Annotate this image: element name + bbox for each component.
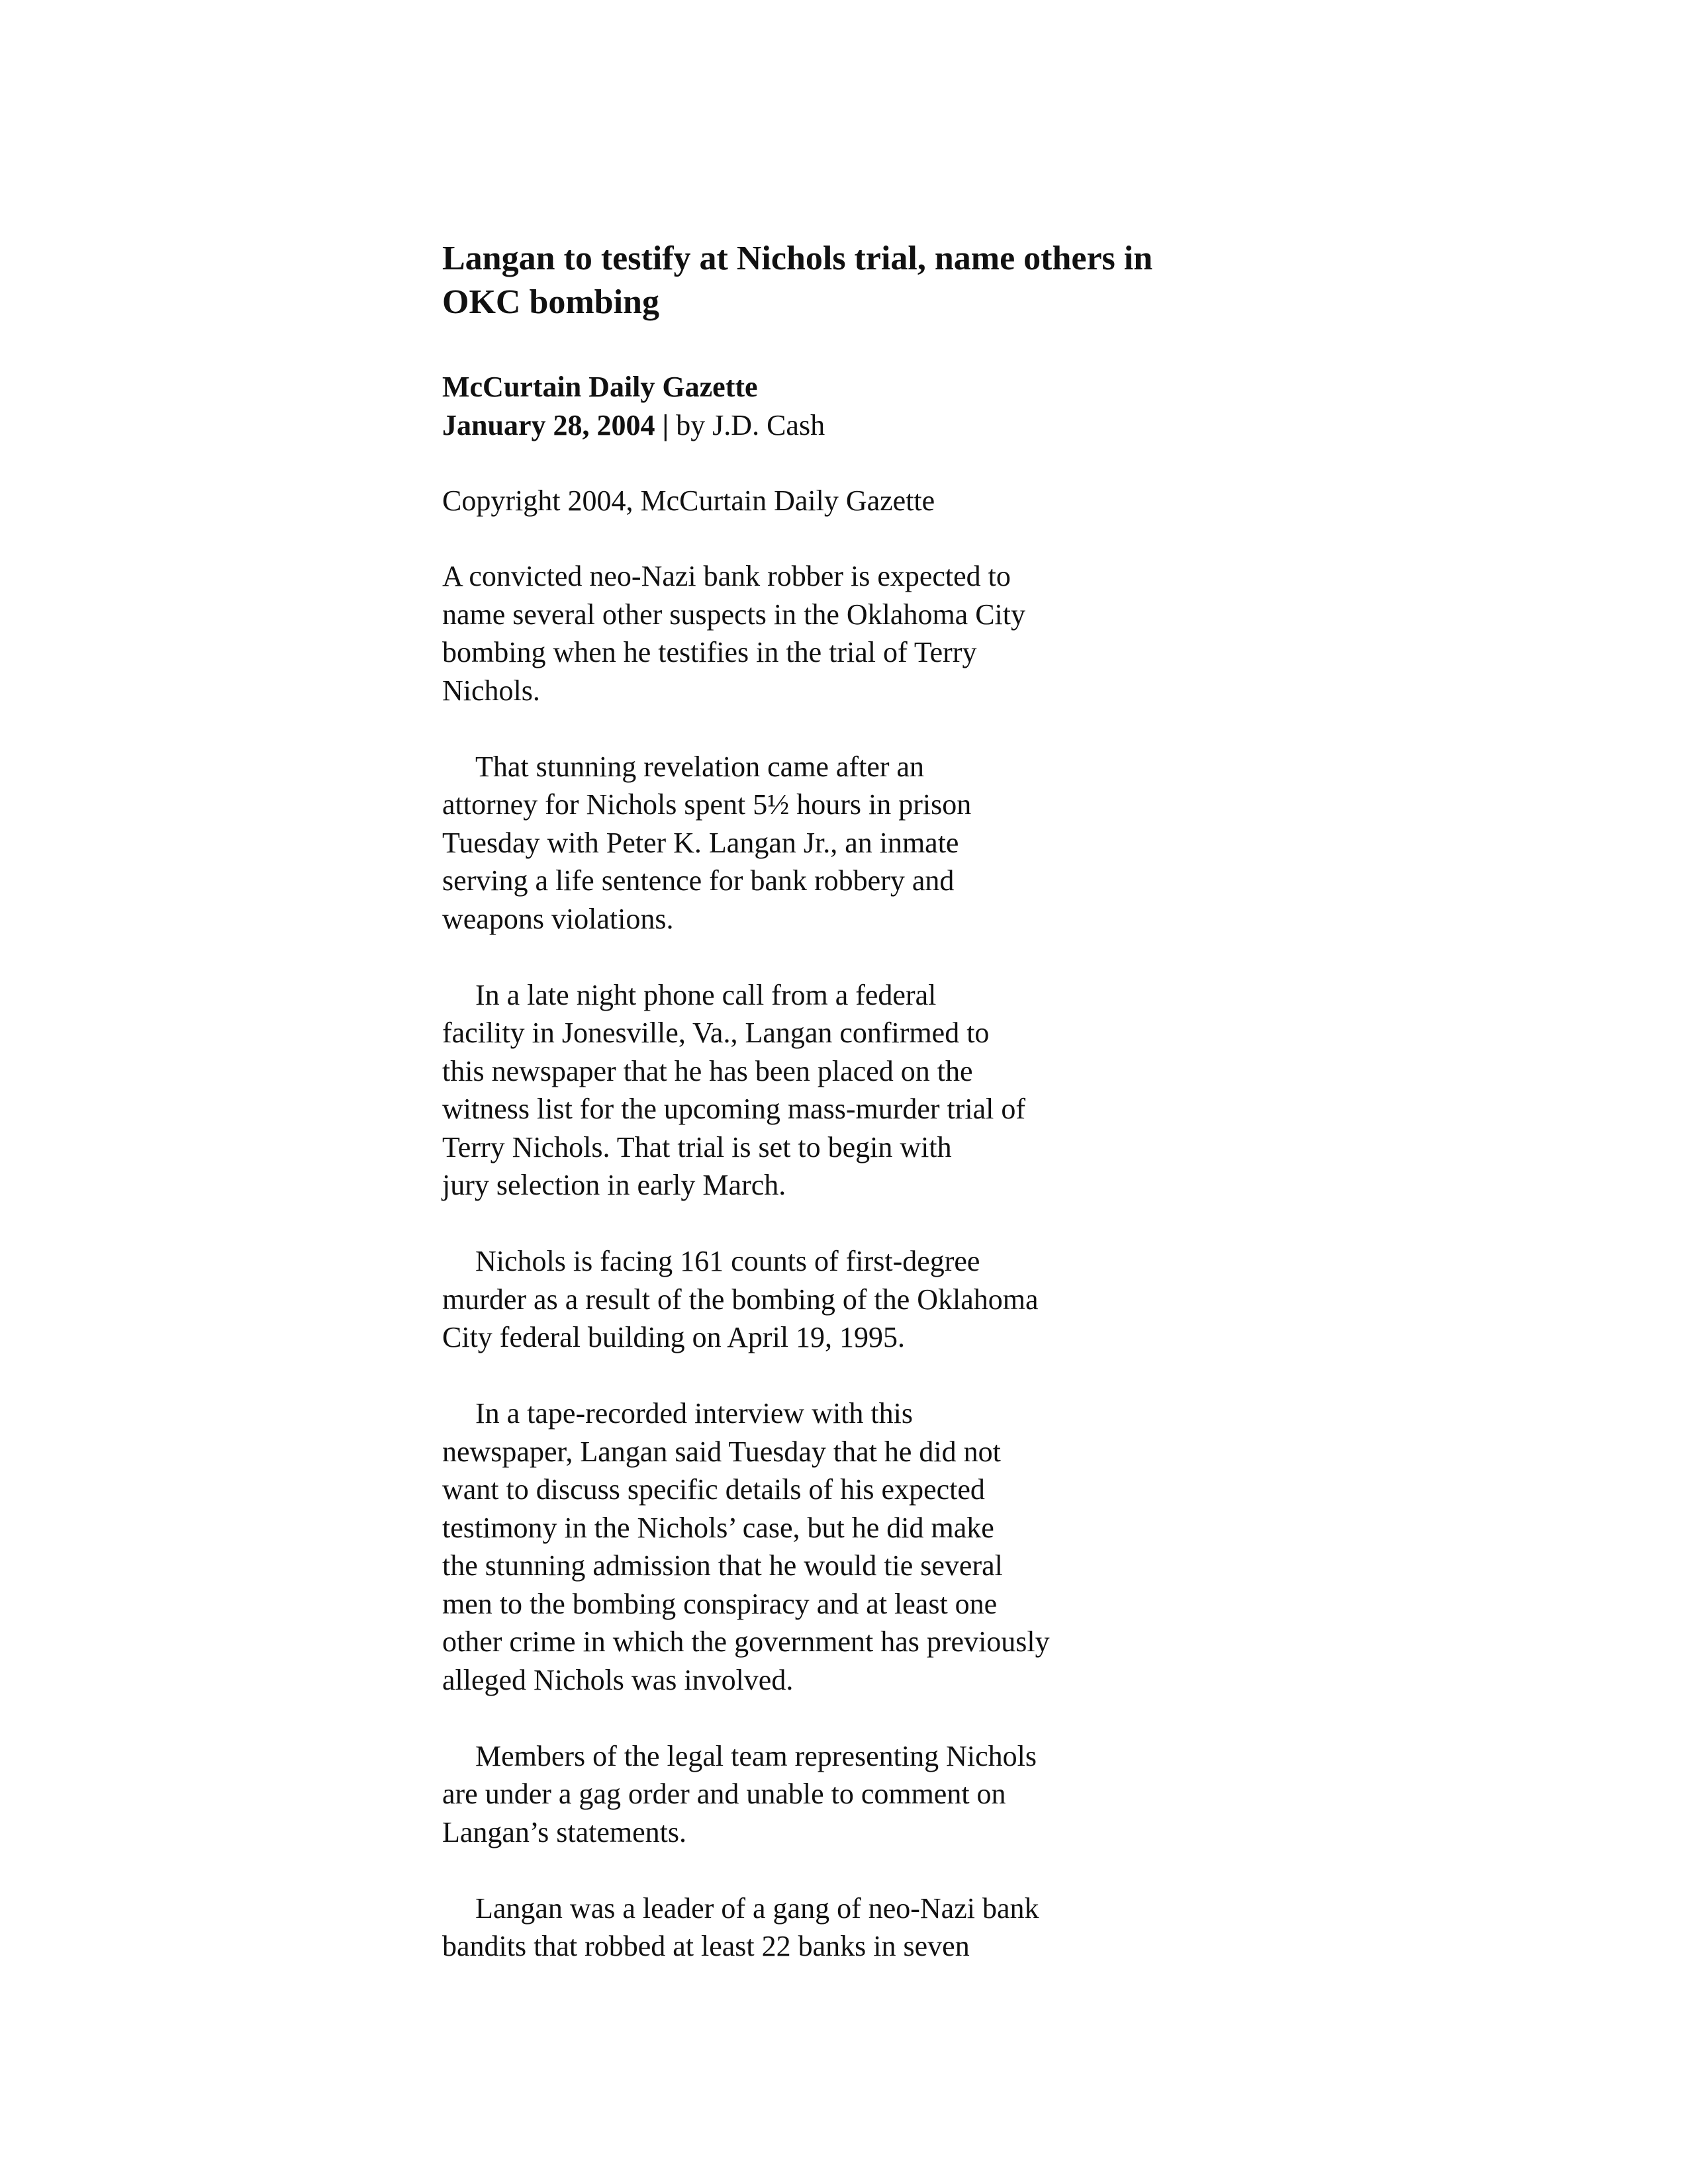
paragraph-line: jury selection in early March. xyxy=(442,1169,786,1201)
paragraph xyxy=(442,557,1144,709)
paragraph-line: newspaper, Langan said Tuesday that he did not xyxy=(442,1435,1001,1468)
paragraph xyxy=(442,976,1144,1205)
paragraph-line: Terry Nichols. That trial is set to begin with xyxy=(442,1130,952,1163)
paragraph-line: Nichols is facing 161 counts of first-degree xyxy=(475,1245,980,1277)
paragraph-line: men to the bombing conspiracy and at least one xyxy=(442,1587,998,1620)
paragraph-line: other crime in which the government has previously xyxy=(442,1625,1050,1658)
paragraph-line: serving a life sentence for bank robbery and xyxy=(442,864,955,897)
paragraph-line: alleged Nichols was involved. xyxy=(442,1663,794,1696)
article-meta xyxy=(442,368,1276,445)
headline-line: Langan to testify at Nichols trial, name others in xyxy=(442,240,1153,277)
paragraph xyxy=(442,748,1144,938)
paragraph-line: want to discuss specific details of his expected xyxy=(442,1473,985,1506)
paragraph-line: facility in Jonesville, Va., Langan confirmed to xyxy=(442,1017,990,1049)
paragraph-line: this newspaper that he has been placed on the xyxy=(442,1054,973,1087)
article xyxy=(442,237,1276,2003)
paragraph-line: Langan was a leader of a gang of neo-Nazi bank xyxy=(475,1891,1039,1925)
paragraph-line: murder as a result of the bombing of the Oklahoma xyxy=(442,1283,1039,1316)
paragraph-line: attorney for Nichols spent 5½ hours in prison xyxy=(442,788,972,821)
paragraph-line: witness list for the upcoming mass-murder trial of xyxy=(442,1093,1026,1125)
copyright-notice: Copyright 2004, McCurtain Daily Gazette xyxy=(442,484,935,517)
paragraph xyxy=(442,1889,1144,1966)
paragraph-line: bandits that robbed at least 22 banks in seven xyxy=(442,1930,970,1962)
byline: by J.D. Cash xyxy=(676,409,825,441)
paragraph-line: Nichols. xyxy=(442,674,540,707)
paragraph-line: Tuesday with Peter K. Langan Jr., an inmate xyxy=(442,826,959,859)
dateline-separator: | xyxy=(662,409,669,441)
paragraph-line: the stunning admission that he would tie several xyxy=(442,1549,1003,1582)
paragraph-line: Langan’s statements. xyxy=(442,1815,687,1848)
paragraph-line: A convicted neo-Nazi bank robber is expected to xyxy=(442,560,1011,592)
paragraph xyxy=(442,1394,1144,1699)
paragraph xyxy=(442,1242,1144,1357)
dateline xyxy=(442,406,1276,445)
paragraph xyxy=(442,1737,1144,1852)
paragraph-line: Members of the legal team representing Nichols xyxy=(475,1739,1037,1772)
paragraph-line: In a tape-recorded interview with this xyxy=(475,1397,913,1430)
paragraph-line: bombing when he testifies in the trial of Terry xyxy=(442,636,977,668)
headline-line: OKC bombing xyxy=(442,283,659,321)
paragraph-line: In a late night phone call from a federal xyxy=(475,978,937,1011)
paragraph-line: testimony in the Nichols’ case, but he did make xyxy=(442,1511,994,1544)
paragraph-line: weapons violations. xyxy=(442,902,674,935)
article-body xyxy=(442,557,1144,1966)
paragraph-line: City federal building on April 19, 1995. xyxy=(442,1321,906,1353)
paragraph-line: name several other suspects in the Oklahoma City xyxy=(442,598,1025,631)
article-headline xyxy=(442,237,1276,324)
publication-date: January 28, 2004 xyxy=(442,409,655,441)
paragraph-line: That stunning revelation came after an xyxy=(475,750,925,783)
paragraph-line: are under a gag order and unable to comment on xyxy=(442,1778,1006,1810)
publication-name: McCurtain Daily Gazette xyxy=(442,371,758,403)
